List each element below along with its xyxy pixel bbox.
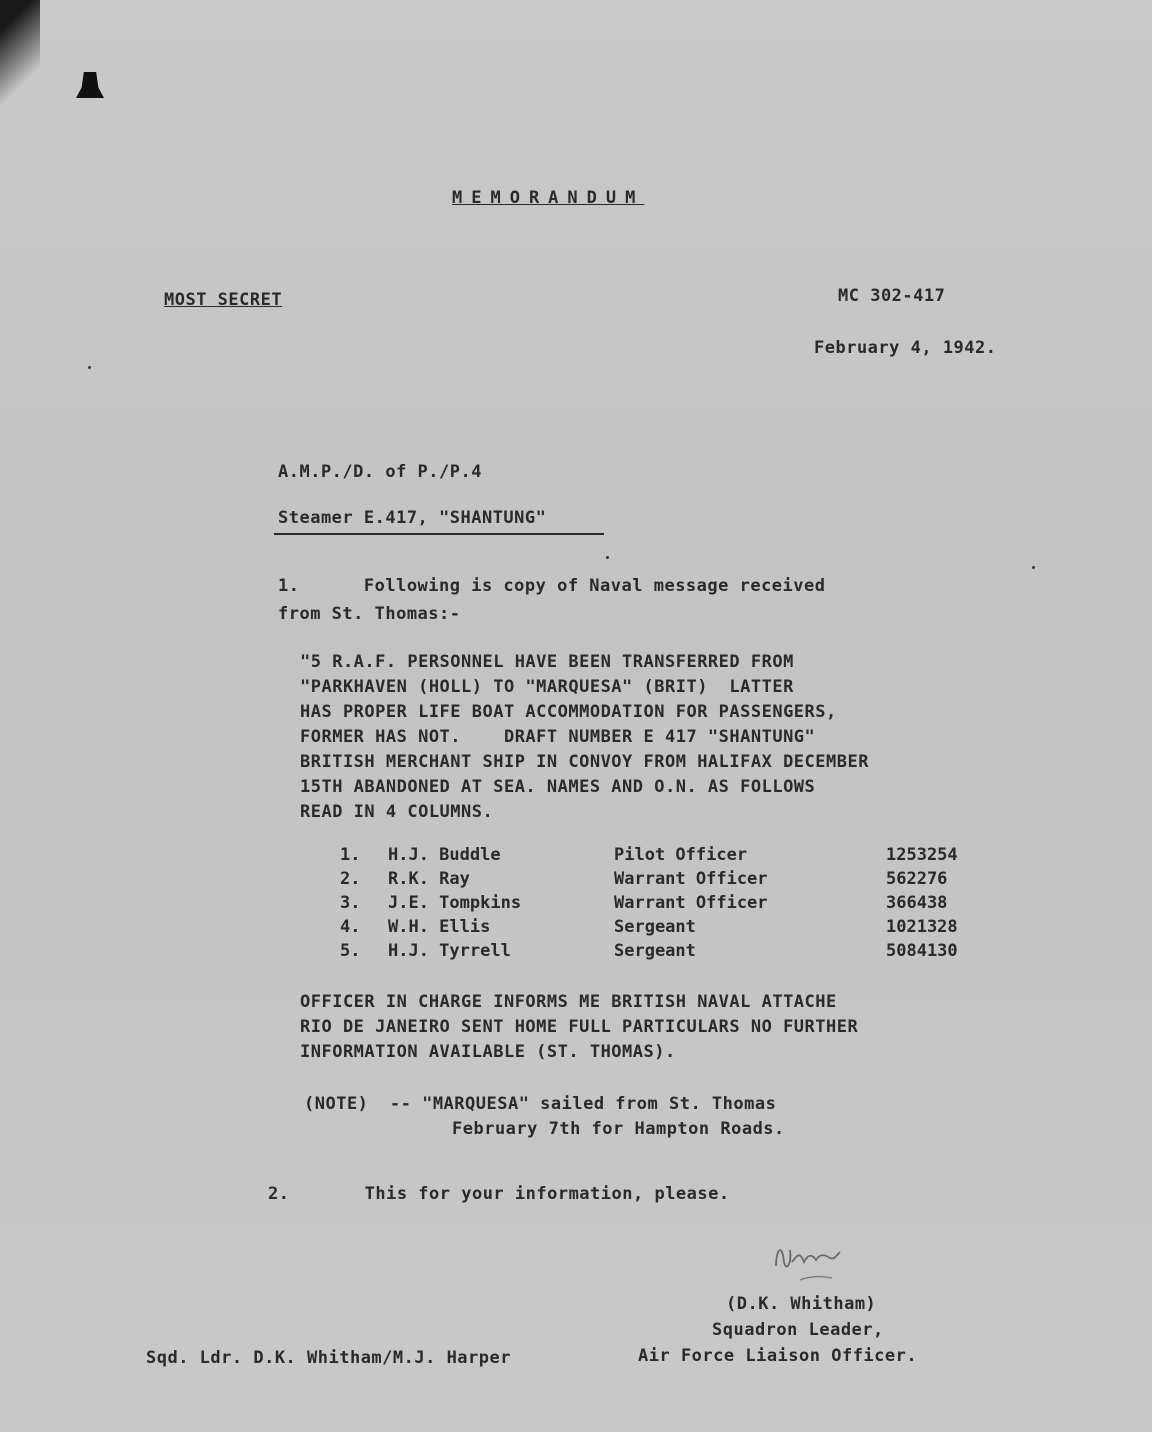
person-rank: Warrant Officer — [614, 893, 768, 913]
signatory-title: Air Force Liaison Officer. — [638, 1346, 918, 1366]
person-name: H.J. Buddle — [388, 845, 501, 865]
person-rank: Sergeant — [614, 941, 696, 961]
note-line-2: February 7th for Hampton Roads. — [452, 1119, 785, 1139]
note-line-1: (NOTE) -- "MARQUESA" sailed from St. Thomas — [304, 1094, 777, 1114]
row-number: 2. — [340, 869, 361, 889]
subject-line: Steamer E.417, "SHANTUNG" — [278, 508, 547, 528]
person-name: H.J. Tyrrell — [388, 941, 511, 961]
row-number: 3. — [340, 893, 361, 913]
person-official-number: 366438 — [886, 893, 948, 913]
memo-date: February 4, 1942. — [814, 338, 997, 358]
person-rank: Pilot Officer — [614, 845, 748, 865]
naval-message-text: "5 R.A.F. PERSONNEL HAVE BEEN TRANSFERRED FROM "PARKHAVEN (HOLL) TO "MARQUESA" (BRIT) LATTER HAS PROPER LIFE BOAT ACCOMMODATION FOR PASSENGERS, FORMER HAS NOT. DRAFT NUMBER E 417 "SHANTUNG" BRITISH MERCHANT SHIP IN CONVOY FROM HALIFAX DECEMBER 15TH ABANDONED AT SEA. NAMES AND O.N. AS FOLLOWS READ IN 4 COLUMNS. — [300, 652, 869, 822]
row-number: 1. — [340, 845, 361, 865]
reference-number: MC 302-417 — [838, 286, 946, 306]
addressee: A.M.P./D. of P./P.4 — [278, 462, 482, 482]
person-rank: Warrant Officer — [614, 869, 768, 889]
person-official-number: 562276 — [886, 869, 948, 889]
paragraph-1-line-2: from St. Thomas:- — [278, 604, 461, 624]
scan-edge-shadow — [0, 0, 40, 140]
classification-label: MOST SECRET — [164, 290, 283, 310]
person-name: W.H. Ellis — [388, 917, 491, 937]
signatory-name: (D.K. Whitham) — [726, 1294, 877, 1314]
person-official-number: 5084130 — [886, 941, 958, 961]
person-name: J.E. Tompkins — [388, 893, 522, 913]
person-rank: Sergeant — [614, 917, 696, 937]
typist-reference: Sqd. Ldr. D.K. Whitham/M.J. Harper — [146, 1348, 511, 1368]
scan-speck — [88, 366, 91, 369]
signatory-rank: Squadron Leader, — [712, 1320, 884, 1340]
scan-speck — [606, 556, 609, 559]
row-number: 4. — [340, 917, 361, 937]
person-name: R.K. Ray — [388, 869, 470, 889]
paragraph-2: 2. This for your information, please. — [268, 1184, 730, 1204]
handwritten-initials — [770, 1232, 850, 1288]
punch-hole-mark — [76, 72, 104, 98]
row-number: 5. — [340, 941, 361, 961]
naval-message-continuation: OFFICER IN CHARGE INFORMS ME BRITISH NAVAL ATTACHE RIO DE JANEIRO SENT HOME FULL PARTICULARS NO FURTHER INFORMATION AVAILABLE (ST. THOMAS). — [300, 992, 859, 1062]
person-official-number: 1253254 — [886, 845, 958, 865]
paragraph-1-line-1: 1. Following is copy of Naval message received — [278, 576, 826, 596]
subject-underline — [274, 533, 604, 535]
person-official-number: 1021328 — [886, 917, 958, 937]
scan-speck — [1032, 566, 1035, 569]
memo-title: MEMORANDUM — [452, 188, 645, 208]
